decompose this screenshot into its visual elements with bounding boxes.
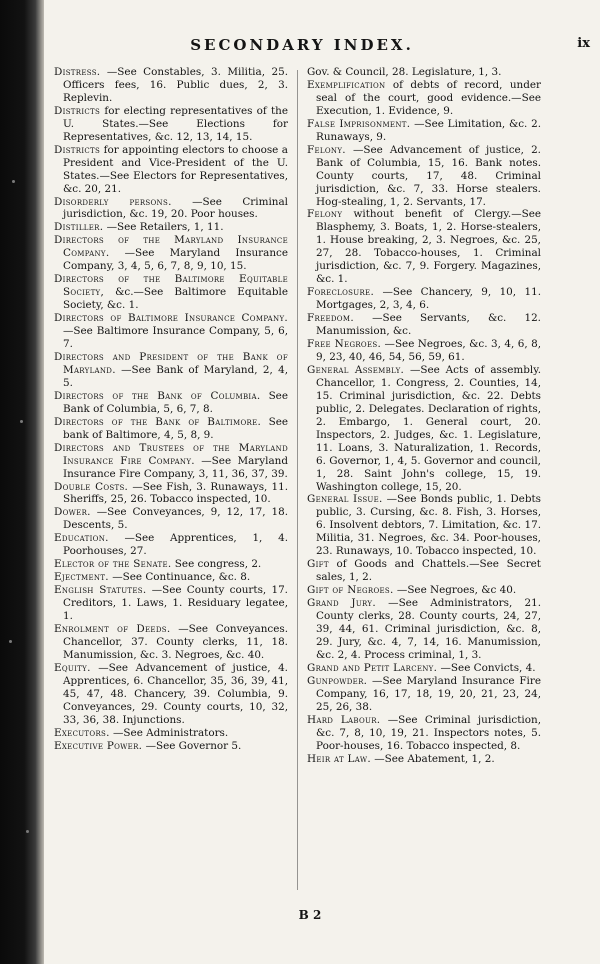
running-title: SECONDARY INDEX. [190,36,414,54]
index-entry [307,662,541,675]
entry-heading: Enrolment of Deeds. [54,622,171,635]
entry-references: —See Abatement, 1, 2. [374,752,495,765]
entry-references: —See Limitation, &c. 2. Runaways, 9. [316,117,541,143]
book-spine-shadow [0,0,44,964]
index-entry [307,714,541,753]
index-entry [307,558,541,584]
entry-references: —See Chancery, 9, 10, 11. Mortgages, 2, 3, 4, 6. [316,286,541,312]
entry-heading: General Assembly. [307,363,405,376]
entry-references: —See Criminal jurisdiction, &c. 7, 8, 10, 19, 21. Inspectors notes, 5. Poor-houses, 16. Tobacco inspected, 8. [316,713,541,752]
index-entry [54,558,288,571]
entry-references: —See Maryland Insurance Fire Company, 3, 11, 36, 37, 39. [63,454,288,480]
entry-heading: Elector of the Senate. [54,558,172,571]
index-entry [54,196,288,222]
index-entry [307,584,541,597]
speck [12,180,15,183]
page-header [52,36,592,58]
entry-heading: Executive Power. [54,739,143,752]
index-entry [307,675,541,714]
entry-heading: Disorderly persons. [54,195,172,208]
entry-heading: Distiller. [54,221,104,234]
entry-references: —See Advancement of justice, 4. Apprentices, 6. Chancellor, 35, 36, 39, 41, 45, 47, 48. Chancery, 39. Columbia, 9. Conveyances, 29. County courts, 10, 32, 33, 36, 38. Injunctions. [63,661,288,726]
entry-references: See congress, 2. [174,558,262,571]
entry-heading: Heir at Law. [307,752,371,765]
entry-heading: Gunpowder. [307,674,368,687]
entry-references: —See Acts of assembly. Chancellor, 1. Congress, 2. Counties, 14, 15. Criminal jurisdiction, &c. 22. Debts public, 2. Delegates. Declaration of rights, 2. Embargo, 1. General court, 20. Inspectors, 2. Judges, &c. 1. Legislature, 11. Loans, 3. Naturalization, 1. Records, 6. Governor, 1, 4, 5. Governor and council, 1, 28. Saint John's college, 15, 19. Washington college, 15, 20. [316,363,541,493]
index-entry [54,740,288,753]
entry-heading: Education. [54,532,109,545]
entry-references: —See Bonds public, 1. Debts public, 3. Cursing, &c. 8. Fish, 3. Horses, 6. Insolvent debtors, 7. Limitation, &c. 17. Militia, 31. Negroes, &c. 34. Poor-houses, 23. Runaways, 10. Tobacco inspected, 10. [316,493,541,558]
entry-references: —See Bank of Maryland, 2, 4, 5. [63,363,288,389]
index-entry [307,208,541,286]
index-entry [307,364,541,494]
index-entry [54,571,288,584]
entry-heading: False Imprisonment. [307,117,411,130]
entry-references: —See Conveyances, 9, 12, 17, 18. Descents, 5. [63,506,288,532]
column-divider [297,70,298,890]
entry-references: —See Administrators, 21. County clerks, 28. County courts, 24, 27, 39, 44, 61. Criminal jurisdiction, &c. 8, 29. Jury, &c. 4, 7, 14, 16. Manumission, &c. 2, 4. Process criminal, 1, 3. [316,597,541,661]
index-entry [307,597,541,662]
entry-heading: Felony [307,208,343,221]
index-entry [307,493,541,558]
entry-references: —See Fish, 3. Runaways, 11. Sheriffs, 25, 26. Tobacco inspected, 10. [63,480,288,506]
entry-references: See bank of Baltimore, 4, 5, 8, 9. [63,415,288,441]
signature-mark: B 2 [298,908,322,922]
entry-heading: Ejectment. [54,571,109,584]
index-entry [307,144,541,209]
entry-references: —See Maryland Insurance Fire Company, 16, 17, 18, 19, 20, 21, 23, 24, 25, 26, 38. [316,674,541,713]
index-entry [54,727,288,740]
index-entry [307,118,541,144]
index-entry [54,506,288,532]
entry-heading: Executors. [54,726,110,739]
entry-references: —See Retailers, 1, 11. [106,221,224,234]
entry-heading: Directors of the Maryland Insurance Company. [54,234,288,260]
entry-heading: Foreclosure. [307,286,375,299]
entry-references: of debts of record, under seal of the court, good evidence.—See Execution, 1. Evidence, 9. [316,78,541,117]
index-entry [54,662,288,727]
entry-references: —See Negroes, &c. 3, 4, 6, 8, 9, 23, 40, 46, 54, 56, 59, 61. [316,338,541,363]
entry-heading: General Issue. [307,493,383,506]
entry-references: of Goods and Chattels.—See Secret sales, 1, 2. [316,558,541,584]
entry-heading: Felony. [307,143,346,156]
entry-heading: Gift [307,558,329,571]
index-entry [54,442,288,481]
entry-heading: Gift of Negroes. [307,584,394,597]
index-entry [307,286,541,312]
entry-references: —See Criminal jurisdiction, &c. 19, 20. Poor houses. [63,195,288,221]
speck [26,830,29,833]
entry-references: —See Convicts, 4. [440,661,536,674]
entry-references: —See Servants, &c. 12. Manumission, &c. [316,312,541,338]
entry-references: See Bank of Columbia, 5, 6, 7, 8. [63,389,288,415]
index-column-right [307,66,541,896]
index-entry [54,351,288,390]
entry-heading: Directors of Baltimore Insurance Company. [54,312,288,325]
entry-references: —See Baltimore Insurance Company, 5, 6, 7. [63,325,288,351]
entry-heading: Directors of the Baltimore Equitable Society, [54,273,288,299]
index-entry [307,66,541,79]
entry-references: Gov. & Council, 28. Legislature, 1, 3. [307,66,502,78]
entry-heading: Districts [54,143,101,156]
index-entry [54,584,288,623]
index-column-left [54,66,288,896]
entry-heading: Freedom. [307,312,354,325]
entry-heading: Equity. [54,661,91,674]
index-entry [54,481,288,507]
entry-heading: Directors and President of the Bank of Maryland. [54,350,288,376]
index-entry [54,221,288,234]
entry-heading: English Statutes. [54,584,147,597]
entry-references: —See Governor 5. [145,739,242,752]
entry-heading: Hard Labour. [307,713,381,726]
page-number: ix [577,36,590,51]
entry-references: —See Continuance, &c. 8. [112,571,251,584]
index-entry [54,312,288,351]
entry-references: —See Advancement of justice, 2. Bank of Columbia, 15, 16. Bank notes. County courts, 17, 48. Criminal jurisdiction, &c. 7, 33. Horse stealers. Hog-stealing, 1, 2. Servants, 17. [316,143,541,208]
entry-heading: Exemplification [307,78,386,91]
entry-heading: Directors of the Bank of Baltimore. [54,415,262,428]
index-entry [307,79,541,118]
index-entry [307,753,541,766]
index-entry [307,312,541,338]
entry-heading: Grand and Petit Larceny. [307,661,438,674]
entry-heading: Double Costs. [54,480,129,493]
index-entry [54,273,288,312]
index-entry [54,416,288,442]
entry-references: —See Negroes, &c 40. [396,584,517,597]
index-entry [54,66,288,105]
index-entry [54,390,288,416]
entry-heading: Distress. [54,66,101,78]
entry-references: —See Conveyances. Chancellor, 37. County clerks, 11, 18. Manumission, &c. 3. Negroes, &c. 40. [63,622,288,661]
entry-heading: Dower. [54,506,91,519]
index-entry [54,623,288,662]
index-entry [54,105,288,144]
entry-references: —See Administrators. [113,726,229,739]
index-entry [307,338,541,364]
entry-references: &c.—See Baltimore Equitable Society, &c. 1. [63,286,288,312]
index-entry [54,144,288,196]
entry-references: —See Maryland Insurance Company, 3, 4, 5, 6, 7, 8, 9, 10, 15. [63,247,288,273]
entry-references: —See Constables, 3. Militia, 25. Officers fees, 16. Public dues, 2, 3. Replevin. [63,66,288,104]
entry-heading: Districts [54,104,101,117]
entry-references: —See Apprentices, 1, 4. Poorhouses, 27. [63,532,288,558]
entry-references: for electing representatives of the U. States.—See Elections for Representatives, &c. 12, 13, 14, 15. [63,104,288,143]
speck [9,640,12,643]
entry-heading: Directors of the Bank of Columbia. [54,389,261,402]
entry-references: for appointing electors to choose a President and Vice-President of the U. States.—See Electors for Representatives, &c. 20, 21. [63,143,288,195]
entry-references: —See County courts, 17. Creditors, 1. Laws, 1. Residuary legatee, 1. [63,584,288,623]
speck [20,420,23,423]
entry-heading: Free Negroes. [307,338,382,351]
index-entry [54,234,288,273]
entry-references: without benefit of Clergy.—See Blasphemy, 3. Boats, 1, 2. Horse-stealers, 1. House breaking, 2, 3. Negroes, &c. 25, 27, 28. Tobacco-houses, 1. Criminal jurisdiction, &c. 7, 9. Forgery. Magazines, &c. 1. [316,208,541,286]
entry-heading: Directors and Trustees of the Maryland Insurance Fire Company. [54,441,288,467]
entry-heading: Grand Jury. [307,597,376,610]
index-entry [54,532,288,558]
